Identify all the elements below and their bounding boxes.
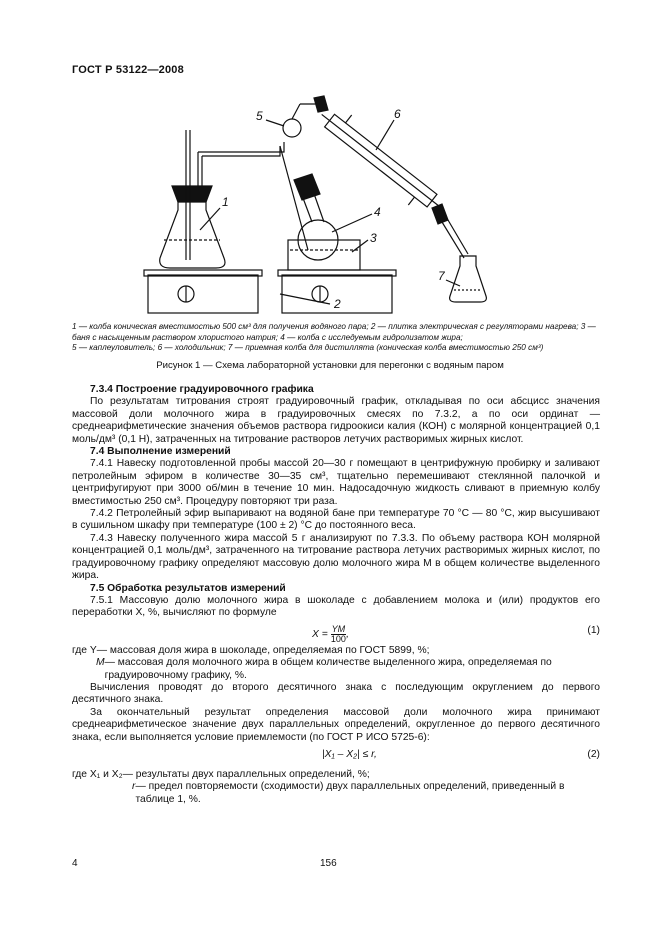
definition-r-label: r bbox=[132, 781, 136, 793]
figure-legend bbox=[72, 322, 600, 354]
definition-x1-x2-label: где X₁ и X₂ bbox=[72, 768, 123, 780]
document-code: ГОСТ Р 53122—2008 bbox=[72, 64, 184, 76]
definition-r bbox=[72, 781, 600, 806]
para-7-3-4: По результатам титрования строят градуировочный график, откладывая по оси абсцисс значения массовой доли молочного жира в градуировочных смесях по 7.3.2, а по оси ординат — среднеарифметические значения объемов раствора гидроокиси калия (КОН) с молярной концентрацией 0,1 моль/дм³ (0,1 Н), затраченных на титрование растворов летучих растворимых жирных кислот. bbox=[72, 396, 600, 445]
definition-m-text: — массовая доля молочного жира в общем количестве выделенного жира, определяемая по градуировочному графику, %. bbox=[104, 657, 552, 681]
definition-y-label: где Y bbox=[72, 644, 97, 656]
label-6: 6 bbox=[394, 107, 401, 121]
label-2: 2 bbox=[334, 297, 341, 311]
section-7-5-title: 7.5 Обработка результатов измерений bbox=[90, 582, 286, 594]
definition-y-text: — массовая доля жира в шоколаде, определяемая по ГОСТ 5899, %; bbox=[96, 644, 430, 656]
label-1: 1 bbox=[222, 195, 229, 209]
definition-x1-x2-text: — результаты двух параллельных определений, %; bbox=[122, 768, 370, 780]
formula-1-lhs: X = bbox=[312, 628, 328, 640]
definition-m-label: M bbox=[96, 657, 105, 669]
para-7-4-1: 7.4.1 Навеску подготовленной пробы массой 20—30 г помещают в центрифужную пробирку и заливают петролейным эфиром в количестве 30—35 см³, тщательно перемешивают стеклянной палочкой и центрифугируют при 3000 об/мин в течение 10 мин. Надосадочную жидкость сливают в приемную колбу вместимостью 250 см³. Процедуру повторяют три раза. bbox=[72, 458, 600, 507]
condenser bbox=[311, 100, 455, 223]
formula-1-fraction bbox=[331, 625, 347, 644]
section-7-3-4-title: 7.3.4 Построение градуировочного графика bbox=[90, 384, 314, 395]
para-7-4-2: 7.4.2 Петролейный эфир выпаривают на водяной бане при температуре 70 °С — 80 °С, жир высушивают в сушильном шкафу при температуре (100 ± 2) °С до постоянного веса. bbox=[72, 508, 600, 532]
label-5: 5 bbox=[256, 109, 263, 123]
formula-1-numerator: YM bbox=[331, 623, 346, 634]
label-4: 4 bbox=[374, 205, 381, 219]
formula-2-expr: |X₁ – X₂| ≤ r, bbox=[322, 748, 377, 760]
formula-1 bbox=[72, 623, 600, 644]
formula-1-number: (1) bbox=[587, 624, 600, 636]
formula-1-denominator: 100 bbox=[330, 633, 346, 644]
para-rounding: Вычисления проводят до второго десятичного знака с последующим округлением до первого десятичного знака. bbox=[72, 681, 600, 706]
main-content bbox=[72, 384, 600, 806]
definition-x1-x2 bbox=[72, 769, 600, 781]
para-7-4-3: 7.4.3 Навеску полученного жира массой 5 г анализируют по 7.3.3. По объему раствора КОН молярной концентрацией 0,1 моль/дм³, затраченного на титрование раствора летучих растворимых жирных кислот, по градуировочному графику определяют массовую долю молочного жира М в общем количестве выделенного жира. bbox=[72, 532, 600, 582]
section-7-4-title: 7.4 Выполнение измерений bbox=[90, 446, 231, 458]
legend-line-2: 5 — каплеуловитель; 6 — холодильник; 7 — приемная колба для дистиллята (коническая колба вместимостью 250 см³) bbox=[72, 343, 544, 352]
drop-catcher bbox=[283, 119, 301, 137]
hot-plate-left bbox=[148, 275, 258, 313]
figure-caption: Рисунок 1 — Схема лабораторной установки для перегонки с водяным паром bbox=[156, 360, 504, 371]
formula-2-number: (2) bbox=[587, 748, 600, 760]
lab-setup-diagram bbox=[120, 90, 540, 320]
label-3: 3 bbox=[370, 231, 377, 245]
formula-1-tail: , bbox=[346, 628, 349, 640]
page-number: 4 bbox=[72, 858, 78, 869]
para-final-result: За окончательный результат определения массовой доли молочного жира принимают среднеарифметическое значение двух параллельных определений, округленное до первого десятичного знака, если выполняется условие приемлемости (по ГОСТ Р ИСО 5725-6): bbox=[72, 706, 600, 743]
para-7-5-1: 7.5.1 Массовую долю молочного жира в шоколаде с добавлением молока и (или) продуктов его переработки X, %, вычисляют по формуле bbox=[72, 594, 600, 619]
formula-2 bbox=[72, 747, 600, 765]
definition-m bbox=[72, 657, 600, 682]
definition-y bbox=[72, 645, 600, 657]
steam-flask bbox=[160, 200, 225, 268]
sheet-number: 156 bbox=[320, 858, 337, 869]
legend-line-1: 1 — колба коническая вместимостью 500 см³ для получения водяного пара; 2 — плитка электрическая с регуляторами нагрева; 3 — баня с насыщенным раствором хлористого натрия; 4 — колба с исследуемым гидролизатом жира; bbox=[72, 322, 596, 342]
label-7: 7 bbox=[438, 269, 445, 283]
definition-r-text: — предел повторяемости (сходимости) двух параллельных определений, приведенный в таблице 1, %. bbox=[135, 781, 565, 805]
receiving-flask bbox=[450, 256, 487, 302]
